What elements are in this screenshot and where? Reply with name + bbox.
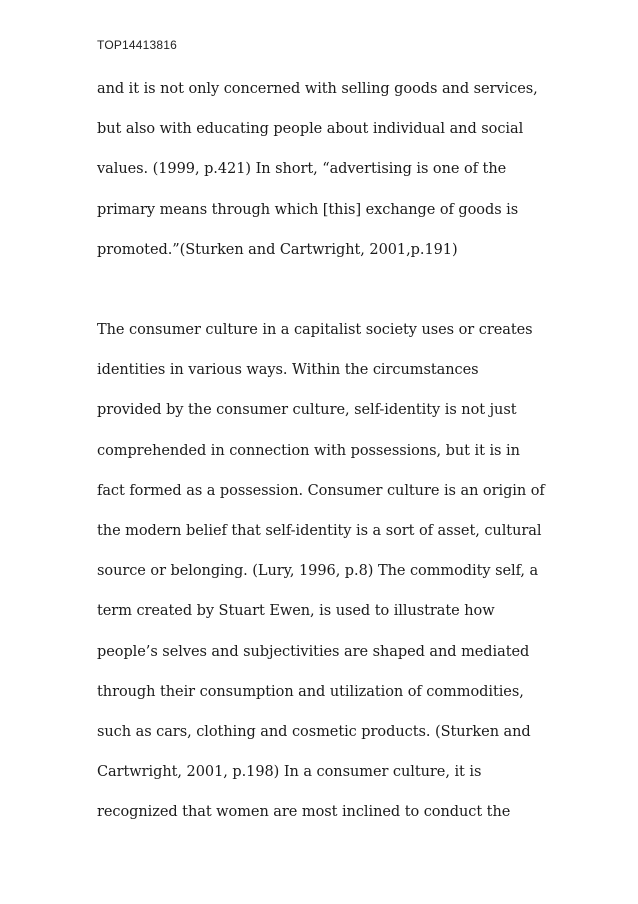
text-line: comprehended in connection with possessions, but it is in (97, 442, 520, 459)
text-line: fact formed as a possession. Consumer culture is an origin of (97, 482, 545, 499)
text-line: but also with educating people about individual and social (97, 121, 524, 138)
text-line: provided by the consumer culture, self-identity is not just (97, 402, 517, 419)
text-line: people’s selves and subjectivities are shaped and mediated (97, 643, 530, 660)
text-line: values. (1999, p.421) In short, “advertising is one of the (97, 161, 507, 178)
text-line: through their consumption and utilization of commodities, (97, 683, 524, 700)
paragraph-2 (97, 320, 557, 842)
text-line: The consumer culture in a capitalist society uses or creates (97, 322, 533, 338)
text-line: primary means through which [this] exchange of goods is (97, 201, 519, 218)
text-line: such as cars, clothing and cosmetic products. (Sturken and (97, 723, 531, 740)
text-line: and it is not only concerned with selling goods and services, (97, 81, 538, 97)
paragraph-1 (97, 79, 557, 280)
text-line: source or belonging. (Lury, 1996, p.8) The commodity self, a (97, 563, 539, 580)
text-line: promoted.”(Sturken and Cartwright, 2001,p.191) (97, 241, 458, 258)
text-line: recognized that women are most inclined to conduct the (97, 804, 511, 821)
text-line: identities in various ways. Within the circumstances (97, 362, 479, 379)
text-line: term created by Stuart Ewen, is used to illustrate how (97, 603, 495, 620)
page-header-doc-id: TOP14413816 (97, 38, 178, 52)
text-line: Cartwright, 2001, p.198) In a consumer culture, it is (97, 764, 482, 781)
text-line: the modern belief that self-identity is a sort of asset, cultural (97, 522, 542, 539)
